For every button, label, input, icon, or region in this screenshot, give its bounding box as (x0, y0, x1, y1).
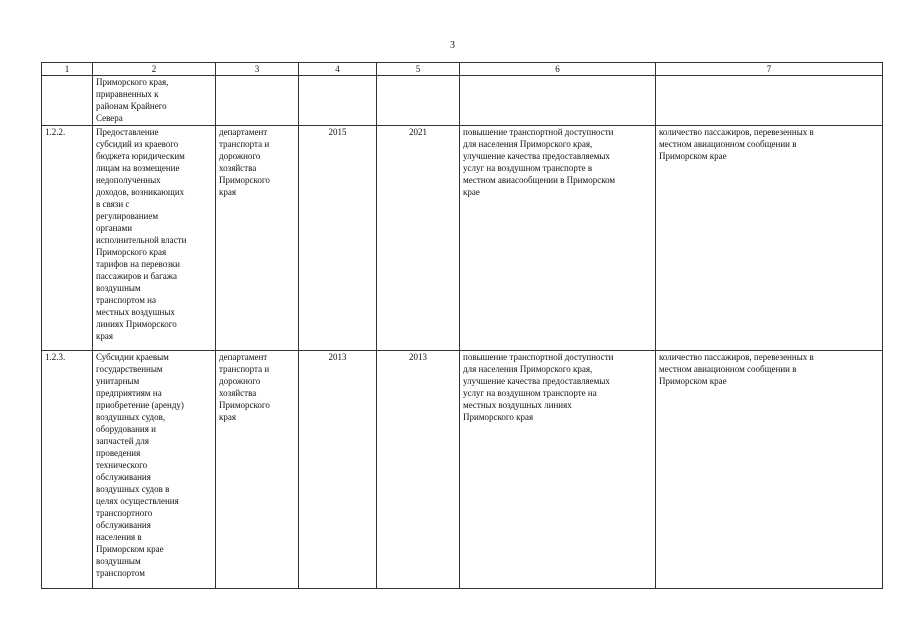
start-year: 2013 (299, 351, 377, 589)
activity-name: Приморского края, приравненных к районам Крайнего Севера (93, 76, 216, 126)
table-header-row (42, 63, 883, 76)
start-year: 2015 (299, 126, 377, 351)
target-indicator: количество пассажиров, перевезенных в местном авиационном сообщении в Приморском крае (656, 126, 883, 351)
activity-name: Субсидии краевым государственным унитарным предприятиям на приобретение (аренду) воздушных судов, оборудования и запчастей для проведения технического обслуживания воздушных судов в целях осуществления транспортного обслуживания населения в Приморском крае воздушным транспортом (93, 351, 216, 589)
header-col-1: 1 (42, 63, 93, 76)
header-col-2: 2 (93, 63, 216, 76)
expected-result: повышение транспортной доступности для населения Приморского края, улучшение качества предоставляемых услуг на воздушном транспорте в местном авиасообщении в Приморском крае (460, 126, 656, 351)
row-number: 1.2.3. (42, 351, 93, 589)
header-col-5: 5 (377, 63, 460, 76)
expected-result: повышение транспортной доступности для населения Приморского края, улучшение качества предоставляемых услуг на воздушном транспорте на местных воздушных линиях Приморского края (460, 351, 656, 589)
activity-name: Предоставление субсидий из краевого бюджета юридическим лицам на возмещение недополученных доходов, возникающих в связи с регулированием органами исполнительной власти Приморского края тарифов на перевозки пассажиров и багажа воздушным транспортом на местных воздушных линиях Приморского края (93, 126, 216, 351)
start-year (299, 76, 377, 126)
row-number (42, 76, 93, 126)
page-number: 3 (450, 40, 455, 51)
header-col-7: 7 (656, 63, 883, 76)
header-col-6: 6 (460, 63, 656, 76)
header-col-4: 4 (299, 63, 377, 76)
table-row (42, 351, 883, 589)
executor (216, 76, 299, 126)
table-row (42, 76, 883, 126)
executor: департамент транспорта и дорожного хозяйства Приморского края (216, 126, 299, 351)
expected-result (460, 76, 656, 126)
executor: департамент транспорта и дорожного хозяйства Приморского края (216, 351, 299, 589)
target-indicator (656, 76, 883, 126)
program-activities-table (41, 62, 883, 589)
header-col-3: 3 (216, 63, 299, 76)
end-year: 2013 (377, 351, 460, 589)
row-number: 1.2.2. (42, 126, 93, 351)
target-indicator: количество пассажиров, перевезенных в местном авиационном сообщении в Приморском крае (656, 351, 883, 589)
table-row (42, 126, 883, 351)
end-year (377, 76, 460, 126)
end-year: 2021 (377, 126, 460, 351)
